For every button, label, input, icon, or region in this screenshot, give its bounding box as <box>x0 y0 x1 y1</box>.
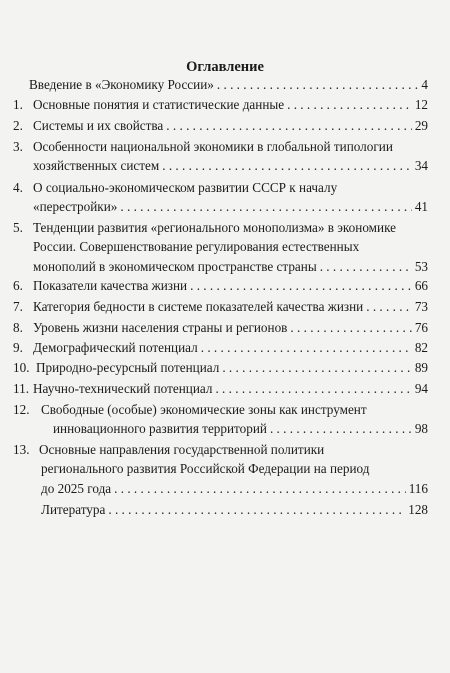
toc-entry-8 <box>0 318 428 337</box>
page-number: 29 <box>414 118 428 133</box>
entry-number: 4. <box>13 180 23 195</box>
dot-leader <box>366 297 412 316</box>
entry-number: 10. <box>13 360 30 375</box>
toc-entry-7 <box>0 297 428 316</box>
page-number: 94 <box>414 381 428 396</box>
entry-number: 2. <box>13 118 23 133</box>
entry-number: 12. <box>13 402 30 417</box>
toc-entry-11 <box>0 379 428 398</box>
entry-text-line: Особенности национальной экономики в глобальной типологии <box>33 139 393 154</box>
dot-leader <box>217 75 419 94</box>
entry-text: до 2025 года <box>41 480 112 496</box>
toc-title: Оглавление <box>186 59 264 75</box>
dot-leader <box>162 156 412 175</box>
dot-leader <box>222 358 411 377</box>
entry-text-line: России. Совершенствование регулирования естественных <box>33 239 360 255</box>
toc-entry-2 <box>0 116 428 135</box>
toc-entry-10 <box>0 358 428 377</box>
entry-number: 7. <box>13 299 23 314</box>
dot-leader <box>114 479 406 498</box>
dot-leader <box>320 257 412 276</box>
toc-entry-5 <box>0 218 428 276</box>
entry-text: Системы и их свойства <box>33 118 164 133</box>
toc-entry-intro <box>29 75 428 94</box>
page-number: 12 <box>414 97 428 112</box>
toc-entry-13 <box>0 440 428 498</box>
dot-leader <box>108 500 405 519</box>
entry-text-line: О социально-экономическом развитии СССР к началу <box>33 180 338 195</box>
dot-leader <box>215 379 411 398</box>
entry-number: 3. <box>13 139 23 154</box>
entry-number: 9. <box>13 340 23 355</box>
entry-text-line: Тенденции развития «регионального монополизма» в экономике <box>33 220 396 235</box>
entry-number: 6. <box>13 278 23 293</box>
dot-leader <box>120 197 411 216</box>
entry-text: Природно-ресурсный потенциал <box>36 360 220 375</box>
entry-text: Категория бедности в системе показателей качества жизни <box>33 299 364 314</box>
page-number: 82 <box>414 340 428 355</box>
dot-leader <box>190 276 412 295</box>
entry-text-line: регионального развития Российской Федерации на период <box>41 461 370 477</box>
dot-leader <box>201 338 412 357</box>
toc-entry-9 <box>0 338 428 357</box>
toc-entry-12 <box>0 400 428 439</box>
toc-entry-literature <box>41 500 428 519</box>
entry-text: монополий в экономическом пространстве страны <box>33 258 317 274</box>
entry-text: Уровень жизни населения страны и регионов <box>33 320 288 335</box>
page-number: 41 <box>414 199 428 215</box>
toc-entry-6 <box>0 276 428 295</box>
entry-text: Основные понятия и статистические данные <box>33 97 285 112</box>
toc-entry-3 <box>0 137 428 176</box>
dot-leader <box>287 95 412 114</box>
entry-number: 5. <box>13 220 23 235</box>
toc-entry-1 <box>0 95 428 114</box>
page-number: 89 <box>414 360 428 375</box>
entry-text-line: Основные направления государственной политики <box>39 442 325 457</box>
page-number: 116 <box>408 480 428 496</box>
entry-text: Введение в «Экономику России» <box>29 77 214 92</box>
toc-entry-4 <box>0 178 428 217</box>
page-number: 4 <box>421 77 428 92</box>
page-number: 53 <box>414 258 428 274</box>
entry-number: 11. <box>13 381 29 396</box>
entry-text: хозяйственных систем <box>33 158 160 174</box>
dot-leader <box>270 419 412 438</box>
page-number: 76 <box>414 320 428 335</box>
page-number: 98 <box>414 421 428 437</box>
page-number: 66 <box>414 278 428 293</box>
dot-leader <box>166 116 412 135</box>
entry-number: 13. <box>13 442 30 457</box>
entry-text: Литература <box>41 502 106 517</box>
dot-leader <box>290 318 411 337</box>
entry-text-line: Свободные (особые) экономические зоны как инструмент <box>41 402 367 417</box>
entry-text: Показатели качества жизни <box>33 278 188 293</box>
page-number: 34 <box>414 158 428 174</box>
entry-number: 8. <box>13 320 23 335</box>
entry-text: «перестройки» <box>33 199 118 215</box>
entry-text: Научно-технический потенциал <box>33 381 213 396</box>
page-number: 128 <box>408 502 428 517</box>
entry-text: Демографический потенциал <box>33 340 198 355</box>
page-number: 73 <box>414 299 428 314</box>
entry-number: 1. <box>13 97 23 112</box>
entry-text: инновационного развития территорий <box>53 421 267 437</box>
